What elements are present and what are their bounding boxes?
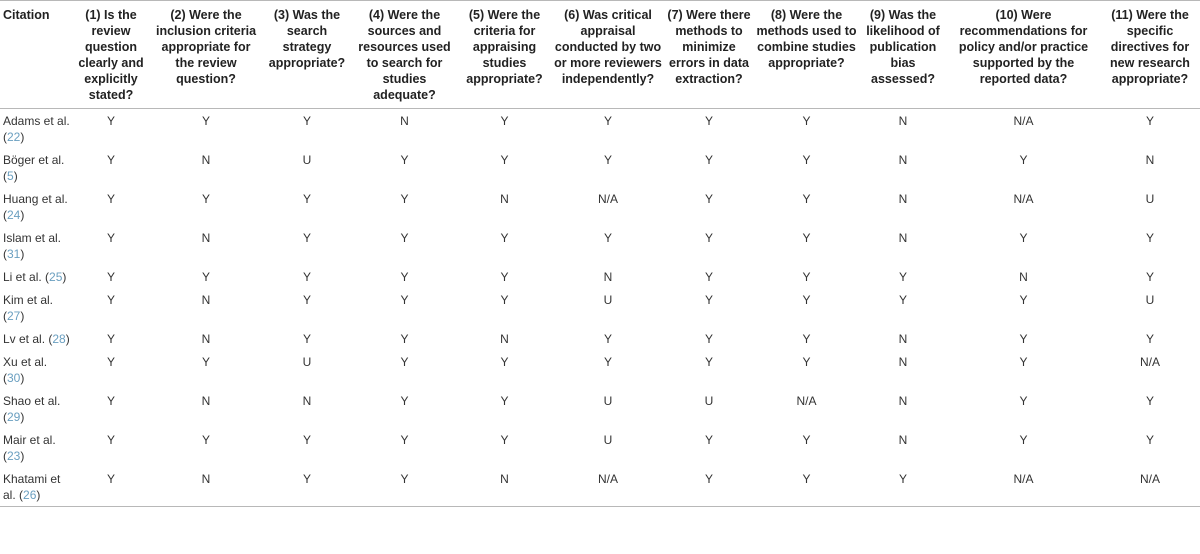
answer-cell-q10: Y — [1019, 293, 1028, 307]
answer-cell-q6: Y — [603, 355, 612, 369]
answer-cell-q1: Y — [106, 355, 115, 369]
column-header-q4: (4) Were the sources and resources used to search for studies adequate? — [352, 1, 457, 109]
answer-cell-q2: N — [201, 293, 211, 307]
column-header-q7: (7) Were there methods to minimize errors in data extraction? — [664, 1, 754, 109]
answer-cell-q1: Y — [106, 332, 115, 346]
answer-cell-q5: N — [500, 192, 509, 206]
answer-cell-q4: Y — [400, 293, 409, 307]
citation-reference-link[interactable]: 25 — [49, 270, 63, 284]
answer-cell-q3: Y — [302, 192, 311, 206]
answer-cell-q8: Y — [754, 467, 859, 507]
table-row — [0, 389, 1200, 428]
answer-cell-q4: Y — [400, 355, 409, 369]
answer-cell-q1: Y — [106, 270, 115, 284]
answer-cell-q4: Y — [400, 433, 409, 447]
citation-cell: Shao et al. (29) — [3, 394, 61, 424]
citation-author: Khatami et al. — [3, 472, 61, 502]
table-row — [0, 226, 1200, 265]
answer-cell-q10: N/A — [1013, 114, 1034, 128]
answer-cell-q1: Y — [106, 114, 115, 128]
answer-cell-q7: Y — [704, 231, 713, 245]
answer-cell-q5: Y — [500, 231, 509, 245]
answer-cell-q8: Y — [802, 355, 811, 369]
answer-cell-q10: N — [1019, 270, 1028, 284]
answer-cell-q11: Y — [1145, 394, 1154, 408]
answer-cell-q10: Y — [1019, 433, 1028, 447]
column-header-q5: (5) Were the criteria for appraising studies appropriate? — [457, 1, 552, 109]
answer-cell-q4: Y — [400, 192, 409, 206]
column-header-q3: (3) Was the search strategy appropriate? — [262, 1, 352, 109]
answer-cell-q8: Y — [802, 293, 811, 307]
answer-cell-q5: Y — [500, 355, 509, 369]
answer-cell-q2: N — [150, 467, 262, 507]
citation-cell: Böger et al. (5) — [3, 153, 65, 183]
answer-cell-q11: U — [1145, 293, 1155, 307]
answer-cell-q10: N/A — [947, 467, 1100, 507]
citation-reference-link[interactable]: 22 — [7, 130, 21, 144]
answer-cell-q7: Y — [704, 114, 713, 128]
citation-reference-link[interactable]: 28 — [52, 332, 66, 346]
answer-cell-q9: N — [898, 433, 908, 447]
citation-cell: Kim et al. (27) — [3, 293, 54, 323]
answer-cell-q4: Y — [400, 332, 409, 346]
citation-cell: Adams et al. (22) — [3, 114, 70, 144]
column-header-q6: (6) Was critical appraisal conducted by two or more reviewers independently? — [552, 1, 664, 109]
citation-cell: Mair et al. (23) — [3, 433, 56, 463]
answer-cell-q5: Y — [500, 293, 509, 307]
table-row — [0, 288, 1200, 327]
answer-cell-q9: Y — [859, 467, 947, 507]
answer-cell-q2: N — [201, 394, 211, 408]
answer-cell-q3: Y — [302, 433, 311, 447]
answer-cell-q7: Y — [704, 355, 713, 369]
citation-reference-link[interactable]: 26 — [23, 488, 37, 502]
citation-reference-link[interactable]: 30 — [7, 371, 21, 385]
table-row — [0, 265, 1200, 288]
answer-cell-q3: Y — [302, 293, 311, 307]
answer-cell-q9: Y — [898, 270, 907, 284]
answer-cell-q1: Y — [106, 231, 115, 245]
column-header-q8: (8) Were the methods used to combine studies appropriate? — [754, 1, 859, 109]
citation-author: Mair et al. — [3, 433, 56, 447]
answer-cell-q7: Y — [704, 192, 713, 206]
citation-cell: Khatami et al. (26) — [0, 467, 72, 507]
answer-cell-q9: N — [898, 114, 908, 128]
answer-cell-q2: N — [201, 332, 211, 346]
answer-cell-q7: Y — [704, 270, 713, 284]
answer-cell-q3: Y — [302, 231, 311, 245]
answer-cell-q3: Y — [262, 467, 352, 507]
answer-cell-q8: Y — [802, 433, 811, 447]
answer-cell-q4: N — [400, 114, 409, 128]
answer-cell-q6: U — [603, 394, 613, 408]
answer-cell-q5: N — [457, 467, 552, 507]
answer-cell-q6: N — [603, 270, 613, 284]
answer-cell-q6: Y — [603, 332, 612, 346]
answer-cell-q8: Y — [802, 114, 811, 128]
answer-cell-q6: N/A — [597, 192, 618, 206]
answer-cell-q9: N — [898, 153, 908, 167]
answer-cell-q7: Y — [704, 153, 713, 167]
answer-cell-q6: Y — [603, 114, 612, 128]
column-header-q9: (9) Was the likelihood of publication bias assessed? — [859, 1, 947, 109]
answer-cell-q5: Y — [500, 394, 509, 408]
citation-author: Adams et al. — [3, 114, 70, 128]
answer-cell-q3: U — [302, 355, 312, 369]
answer-cell-q6: U — [603, 293, 613, 307]
answer-cell-q11: Y — [1145, 332, 1154, 346]
answer-cell-q4: Y — [352, 467, 457, 507]
answer-cell-q1: Y — [106, 293, 115, 307]
answer-cell-q11: Y — [1145, 433, 1154, 447]
table-row — [0, 467, 1200, 507]
answer-cell-q1: Y — [106, 153, 115, 167]
citation-author: Shao et al. — [3, 394, 61, 408]
table-row — [0, 109, 1200, 149]
answer-cell-q2: Y — [201, 433, 210, 447]
column-header-q11: (11) Were the specific directives for new research appropriate? — [1100, 1, 1200, 109]
answer-cell-q11: N/A — [1139, 355, 1160, 369]
column-header-q2: (2) Were the inclusion criteria appropriate for the review question? — [150, 1, 262, 109]
citation-author: Huang et al. — [3, 192, 68, 206]
answer-cell-q6: Y — [603, 153, 612, 167]
answer-cell-q2: N — [201, 153, 211, 167]
answer-cell-q6: N/A — [552, 467, 664, 507]
answer-cell-q7: Y — [704, 332, 713, 346]
answer-cell-q7: Y — [704, 433, 713, 447]
table-body — [0, 109, 1200, 507]
answer-cell-q1: Y — [106, 192, 115, 206]
answer-cell-q1: Y — [106, 433, 115, 447]
answer-cell-q8: N/A — [796, 394, 817, 408]
header-row — [0, 1, 1200, 109]
answer-cell-q2: Y — [201, 270, 210, 284]
answer-cell-q1: Y — [106, 394, 115, 408]
answer-cell-q3: N — [302, 394, 312, 408]
answer-cell-q2: Y — [201, 114, 210, 128]
answer-cell-q11: U — [1145, 192, 1155, 206]
answer-cell-q7: U — [704, 394, 714, 408]
answer-cell-q5: Y — [500, 270, 509, 284]
table-row — [0, 327, 1200, 350]
answer-cell-q9: N — [898, 355, 908, 369]
citation-cell: Islam et al. (31) — [3, 231, 62, 261]
answer-cell-q11: Y — [1145, 270, 1154, 284]
answer-cell-q8: Y — [802, 231, 811, 245]
column-header-q10: (10) Were recommendations for policy and/or practice supported by the reported data? — [947, 1, 1100, 109]
answer-cell-q11: Y — [1145, 231, 1154, 245]
table-row — [0, 350, 1200, 389]
citation-author: Islam et al. — [3, 231, 62, 245]
answer-cell-q9: N — [898, 192, 908, 206]
citation-author: Xu et al. — [3, 355, 48, 369]
column-header-q1: (1) Is the review question clearly and explicitly stated? — [72, 1, 150, 109]
answer-cell-q11: N/A — [1100, 467, 1200, 507]
citation-reference-link[interactable]: 23 — [7, 449, 21, 463]
table-row — [0, 187, 1200, 226]
citation-author: Kim et al. — [3, 293, 54, 307]
answer-cell-q9: N — [898, 231, 908, 245]
answer-cell-q4: Y — [400, 270, 409, 284]
answer-cell-q10: Y — [1019, 231, 1028, 245]
answer-cell-q3: Y — [302, 270, 311, 284]
answer-cell-q7: Y — [664, 467, 754, 507]
answer-cell-q8: Y — [802, 270, 811, 284]
answer-cell-q10: Y — [1019, 153, 1028, 167]
answer-cell-q2: Y — [201, 355, 210, 369]
answer-cell-q5: Y — [500, 114, 509, 128]
citation-reference-link[interactable]: 29 — [7, 410, 21, 424]
answer-cell-q6: U — [603, 433, 613, 447]
answer-cell-q2: N — [201, 231, 211, 245]
answer-cell-q2: Y — [201, 192, 210, 206]
answer-cell-q5: N — [500, 332, 509, 346]
citation-reference-link[interactable]: 5 — [7, 169, 14, 183]
column-header-citation: Citation — [0, 1, 72, 109]
answer-cell-q6: Y — [603, 231, 612, 245]
answer-cell-q5: Y — [500, 433, 509, 447]
table-row — [0, 148, 1200, 187]
answer-cell-q9: Y — [898, 293, 907, 307]
citation-reference-link[interactable]: 24 — [7, 208, 21, 222]
answer-cell-q10: Y — [1019, 332, 1028, 346]
citation-cell: Lv et al. (28) — [3, 332, 70, 346]
citation-reference-link[interactable]: 27 — [7, 309, 21, 323]
answer-cell-q9: N — [898, 332, 908, 346]
citation-cell: Huang et al. (24) — [3, 192, 68, 222]
citation-reference-link[interactable]: 31 — [7, 247, 21, 261]
citation-cell: Xu et al. (30) — [3, 355, 48, 385]
answer-cell-q10: Y — [1019, 355, 1028, 369]
answer-cell-q8: Y — [802, 192, 811, 206]
answer-cell-q4: Y — [400, 153, 409, 167]
answer-cell-q3: Y — [302, 114, 311, 128]
answer-cell-q7: Y — [704, 293, 713, 307]
citation-author: Böger et al. — [3, 153, 65, 167]
answer-cell-q1: Y — [72, 467, 150, 507]
answer-cell-q11: N — [1145, 153, 1155, 167]
answer-cell-q10: N/A — [1013, 192, 1034, 206]
answer-cell-q5: Y — [500, 153, 509, 167]
answer-cell-q9: N — [898, 394, 908, 408]
answer-cell-q8: Y — [802, 332, 811, 346]
answer-cell-q11: Y — [1145, 114, 1154, 128]
answer-cell-q10: Y — [1019, 394, 1028, 408]
citation-cell: Li et al. (25) — [3, 270, 67, 284]
answer-cell-q3: U — [302, 153, 312, 167]
answer-cell-q4: Y — [400, 394, 409, 408]
answer-cell-q4: Y — [400, 231, 409, 245]
table-header — [0, 1, 1200, 109]
citation-author: Li et al. — [3, 270, 42, 284]
answer-cell-q3: Y — [302, 332, 311, 346]
answer-cell-q8: Y — [802, 153, 811, 167]
citation-author: Lv et al. — [3, 332, 46, 346]
table-row — [0, 428, 1200, 467]
